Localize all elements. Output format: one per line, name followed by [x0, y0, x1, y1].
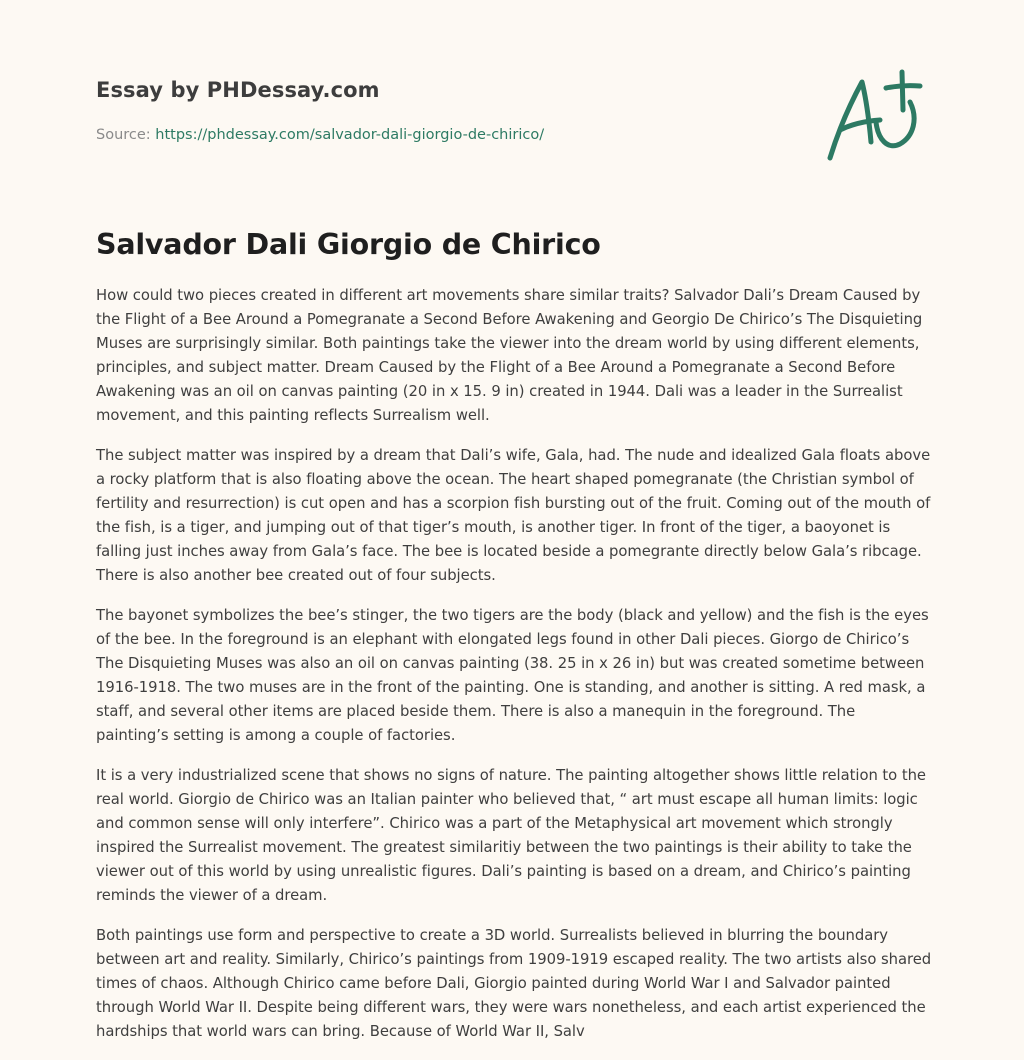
source-label: Source: [96, 127, 151, 143]
essay-title: Salvador Dali Giorgio de Chirico [96, 228, 601, 261]
a-plus-logo-graphic [822, 68, 926, 164]
essay-paragraph-4: It is a very industrialized scene that shows no signs of nature. The painting altogether shows little relation to the real world. Giorgio de Chirico was an Italian painter who believed that, “ art must escape all human limits: logic and common sense will only interfere”. Chirico was a part of the Metaphysical art movement which strongly inspired the Surrealist movement. The greatest similaritiy between the two paintings is their ability to take the viewer out of this world by using unrealistic figures. Dali’s painting is based on a dream, and Chirico’s painting reminds the viewer of a dream. [96, 767, 926, 904]
essay-header [96, 76, 796, 145]
source-line [96, 125, 796, 145]
site-title: Essay by PHDessay.com [96, 78, 380, 102]
essay-paragraph-5: Both paintings use form and perspective to create a 3D world. Surrealists believed in blurring the boundary between art and reality. Similarly, Chirico’s paintings from 1909-1919 escaped reality. The two artists also shared times of chaos. Although Chirico came before Dali, Giorgio painted during World War I and Salvador painted through World War II. Despite being different wars, they were wars nonetheless, and each artist experienced the hardships that world wars can bring. Because of World War II, Salv [96, 927, 932, 1040]
a-plus-grade-icon [822, 68, 926, 164]
essay-paragraph-3: The bayonet symbolizes the bee’s stinger, the two tigers are the body (black and yellow) and the fish is the eyes of the bee. In the foreground is an elephant with elongated legs found in other Dali pieces. Giorgo de Chirico’s The Disquieting Muses was also an oil on canvas painting (38. 25 in x 26 in) but was created sometime between 1916-1918. The two muses are in the front of the painting. One is standing, and another is sitting. A red mask, a staff, and several other items are placed beside them. There is also a manequin in the foreground. The painting’s setting is among a couple of factories. [96, 607, 929, 744]
source-link[interactable]: https://phdessay.com/salvador-dali-giorgio-de-chirico/ [155, 127, 545, 143]
essay-paragraph-2: The subject matter was inspired by a dream that Dali’s wife, Gala, had. The nude and idealized Gala floats above a rocky platform that is also floating above the ocean. The heart shaped pomegranate (the Christian symbol of fertility and resurrection) is cut open and has a scorpion fish bursting out of the fruit. Coming out of the mouth of the fish, is a tiger, and jumping out of that tiger’s mouth, is another tiger. In front of the tiger, a baoyonet is falling just inches away from Gala’s face. The bee is located beside a pomegrante directly below Gala’s ribcage. There is also another bee created out of four subjects. [96, 447, 931, 584]
essay-paragraph-1: How could two pieces created in different art movements share similar traits? Salvador Dali’s Dream Caused by the Flight of a Bee Around a Pomegranate a Second Before Awakening and Georgio De Chirico’s The Disquieting Muses are surprisingly similar. Both paintings take the viewer into the dream world by using different elements, principles, and subject matter. Dream Caused by the Flight of a Bee Around a Pomegranate a Second Before Awakening was an oil on canvas painting (20 in x 15. 9 in) created in 1944. Dali was a leader in the Surrealist movement, and this painting reflects Surrealism well. [96, 287, 923, 424]
essay-body [96, 284, 932, 1060]
